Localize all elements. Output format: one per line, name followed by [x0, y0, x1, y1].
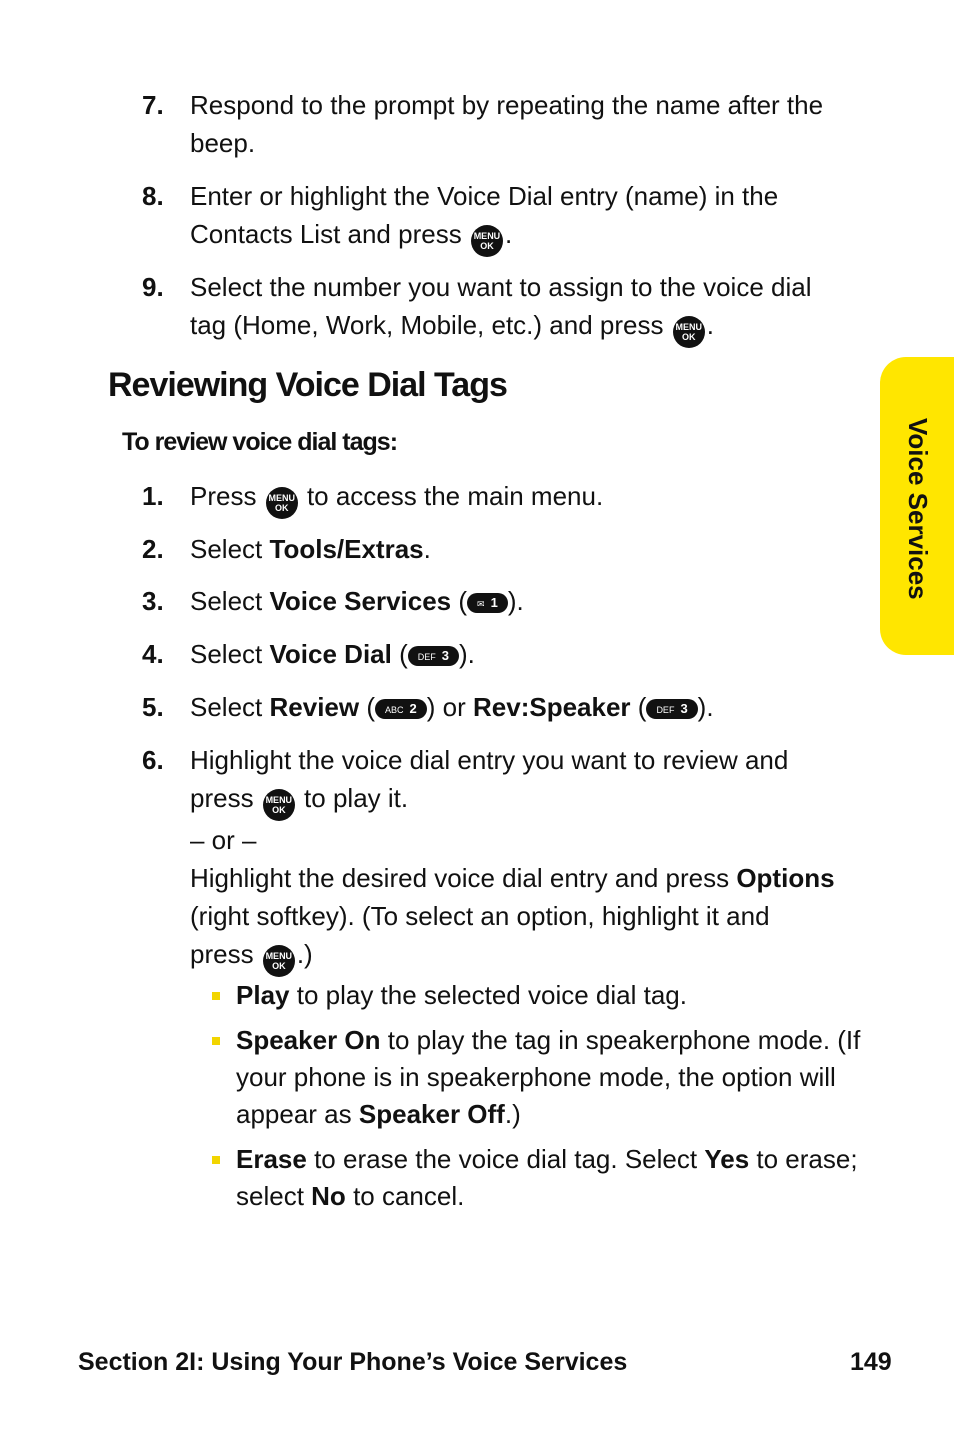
- key-1-icon: ✉ 1: [467, 593, 508, 613]
- step-text: Enter or highlight the Voice Dial entry (name) in the: [190, 181, 779, 211]
- section-heading: Reviewing Voice Dial Tags: [108, 366, 507, 404]
- side-tab-label: Voice Services: [903, 418, 933, 600]
- list-item: Erase to erase the voice dial tag. Select Yes to erase; select No to cancel.: [210, 1141, 870, 1215]
- step-text: Contacts List and press: [190, 219, 462, 249]
- key-3-icon: DEF 3: [408, 646, 459, 666]
- page-number: 149: [850, 1348, 892, 1376]
- menu-ok-key-icon: MENU OK: [263, 789, 295, 821]
- menu-ok-key-icon: MENU OK: [673, 316, 705, 348]
- menu-ok-key-icon: MENU OK: [263, 945, 295, 977]
- list-item: Play to play the selected voice dial tag.: [210, 977, 870, 1014]
- subheading: To review voice dial tags:: [122, 428, 398, 456]
- bullet-icon: [212, 1037, 220, 1045]
- step-text: Select the number you want to assign to the voice dial: [190, 272, 812, 302]
- menu-ok-key-icon: MENU OK: [471, 225, 503, 257]
- menu-ok-key-icon: MENU OK: [266, 487, 298, 519]
- list-item: Speaker On to play the tag in speakerphone mode. (If your phone is in speakerphone mode, the option will appear as Speaker Off.): [210, 1022, 870, 1133]
- step-text: tag (Home, Work, Mobile, etc.) and press: [190, 310, 664, 340]
- key-3-icon: DEF 3: [646, 699, 697, 719]
- key-2-icon: ABC 2: [375, 699, 427, 719]
- footer-section: Section 2I: Using Your Phone’s Voice Services: [78, 1348, 628, 1376]
- step-text: Respond to the prompt by repeating the name after the: [190, 90, 824, 120]
- option-list: [210, 977, 870, 1215]
- bullet-icon: [212, 992, 220, 1000]
- bullet-icon: [212, 1156, 220, 1164]
- step-text: beep.: [190, 128, 256, 158]
